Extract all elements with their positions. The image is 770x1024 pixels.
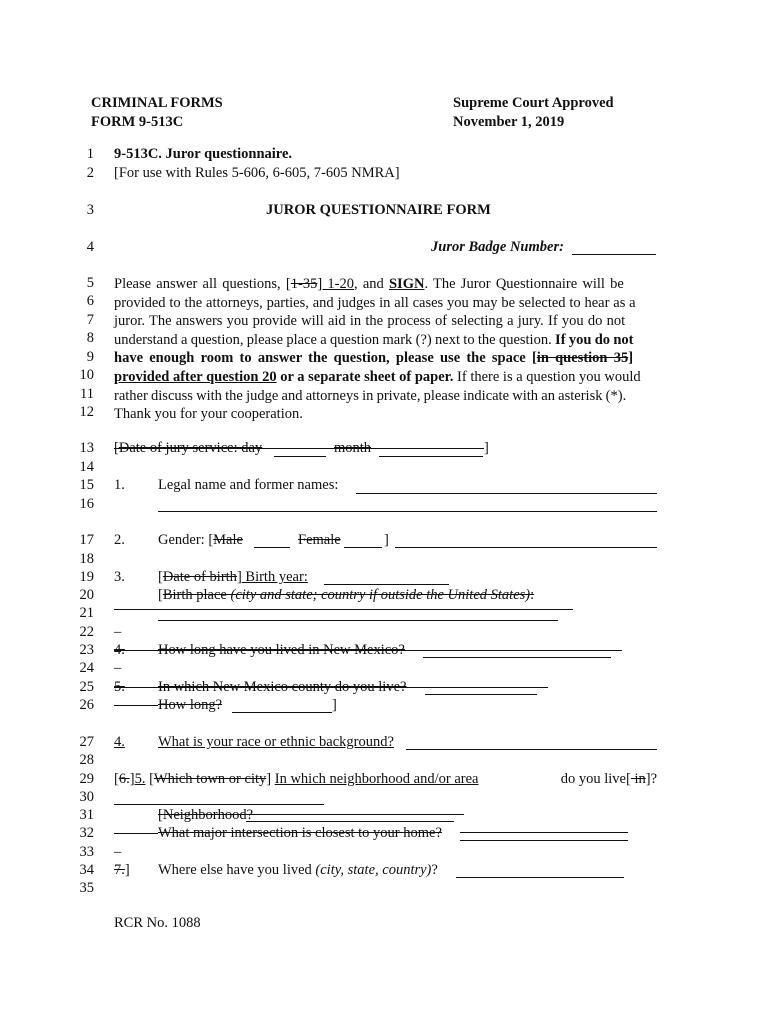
badge-number-label: Juror Badge Number: bbox=[431, 239, 564, 255]
form-category: CRIMINAL FORMS bbox=[91, 95, 223, 111]
line-number: 2 bbox=[86, 165, 94, 181]
form-number: FORM 9-513C bbox=[91, 114, 184, 130]
line-number: 22 bbox=[79, 624, 94, 640]
line-number: 35 bbox=[79, 880, 94, 896]
line-number: 17 bbox=[79, 532, 94, 548]
line-number: 15 bbox=[79, 477, 94, 493]
birth-year-field[interactable] bbox=[324, 584, 449, 585]
dash-mark: – bbox=[114, 660, 122, 676]
approval-date: November 1, 2019 bbox=[453, 114, 565, 130]
line-number: 31 bbox=[79, 807, 94, 823]
line-number: 29 bbox=[79, 771, 94, 787]
birthplace-field-struck bbox=[114, 609, 573, 610]
line-number: 14 bbox=[79, 459, 94, 475]
q4-number: 4. bbox=[114, 734, 125, 750]
line-number: 18 bbox=[79, 551, 94, 567]
q7-number: 7.] bbox=[114, 862, 130, 878]
date-strike-line bbox=[114, 448, 484, 449]
legal-name-field-2[interactable] bbox=[158, 511, 657, 512]
intersection-field bbox=[460, 832, 628, 833]
q3-number: 3. bbox=[114, 569, 125, 585]
q5-tail: do you live[ in]? bbox=[560, 771, 657, 787]
line-number: 25 bbox=[79, 679, 94, 695]
line-number: 8 bbox=[86, 330, 94, 346]
q2-label: Gender: [Male bbox=[158, 532, 243, 548]
q1-label: Legal name and former names: bbox=[158, 477, 339, 493]
date-bracket: ] bbox=[484, 440, 489, 456]
line-number: 11 bbox=[80, 386, 94, 402]
line-number: 12 bbox=[79, 404, 94, 420]
old-q4-label: How long have you lived in New Mexico? bbox=[158, 642, 405, 658]
line-number: 13 bbox=[79, 440, 94, 456]
old-q4-strike-line bbox=[114, 650, 622, 651]
line-number: 30 bbox=[79, 789, 94, 805]
line-number: 24 bbox=[79, 660, 94, 676]
q3-label: [Date of birth] Birth year: bbox=[158, 569, 308, 585]
line-number: 3 bbox=[86, 202, 94, 218]
intersection-strike bbox=[114, 833, 158, 834]
service-month-label: month bbox=[334, 440, 372, 456]
old-q5-bracket: ] bbox=[332, 697, 337, 713]
rule-heading: 9-513C. Juror questionnaire. bbox=[114, 146, 293, 162]
line-number: 33 bbox=[79, 844, 94, 860]
rcr-number: RCR No. 1088 bbox=[114, 915, 201, 931]
old-how-long-field bbox=[232, 712, 332, 713]
line-number: 1 bbox=[86, 146, 94, 162]
dash-mark: – bbox=[114, 624, 122, 640]
old-q5-strike-line bbox=[114, 687, 548, 688]
q4-label: What is your race or ethnic background? bbox=[158, 734, 394, 750]
old-q4-number: 4. bbox=[114, 642, 125, 658]
old-q5-field bbox=[425, 694, 537, 695]
birthplace-struck: [Birth place (city and state; country if outside the United States): bbox=[158, 587, 535, 603]
line-number: 28 bbox=[79, 752, 94, 768]
line-number: 4 bbox=[86, 239, 94, 255]
line-number: 10 bbox=[79, 367, 94, 383]
neighborhood-field-struck bbox=[158, 814, 464, 815]
neighborhood-field[interactable] bbox=[114, 804, 324, 805]
other-residence-field[interactable] bbox=[456, 877, 624, 878]
q1-number: 1. bbox=[114, 477, 125, 493]
gender-bracket: ] bbox=[384, 532, 389, 548]
service-day-field[interactable] bbox=[274, 456, 326, 457]
female-field-struck bbox=[344, 547, 382, 548]
line-number: 9 bbox=[86, 349, 94, 365]
line-number: 21 bbox=[79, 605, 94, 621]
gender-field[interactable] bbox=[395, 547, 657, 548]
race-ethnicity-field[interactable] bbox=[406, 749, 657, 750]
line-number: 27 bbox=[79, 734, 94, 750]
neighborhood-struck: [Neighborhood? bbox=[158, 807, 254, 823]
badge-number-field[interactable] bbox=[572, 254, 656, 255]
line-number: 34 bbox=[79, 862, 94, 878]
page-title: JUROR QUESTIONNAIRE FORM bbox=[266, 202, 491, 218]
line-number: 23 bbox=[79, 642, 94, 658]
approval-label: Supreme Court Approved bbox=[453, 95, 614, 111]
dash-mark: – bbox=[114, 844, 122, 860]
old-how-long-label: How long? bbox=[158, 697, 223, 713]
rule-subheading: [For use with Rules 5-606, 6-605, 7-605 NMRA] bbox=[114, 165, 400, 181]
birthplace-field-2 bbox=[158, 620, 558, 621]
intersection-field-2 bbox=[460, 840, 628, 841]
q5-row: [6.]5. [Which town or city] In which neighborhood and/or area bbox=[114, 771, 479, 787]
neighborhood-field-2 bbox=[246, 821, 454, 822]
service-month-field[interactable] bbox=[379, 456, 483, 457]
line-number: 7 bbox=[86, 312, 94, 328]
line-number: 20 bbox=[79, 587, 94, 603]
line-number: 16 bbox=[79, 496, 94, 512]
line-number: 19 bbox=[79, 569, 94, 585]
old-q5-number: 5. bbox=[114, 679, 125, 695]
line-number: 5 bbox=[86, 275, 94, 291]
q2-number: 2. bbox=[114, 532, 125, 548]
intersection-label: What major intersection is closest to your home? bbox=[158, 825, 442, 841]
date-of-service-struck: [Date of jury service: day bbox=[114, 440, 263, 456]
sign-emphasis: SIGN bbox=[388, 276, 425, 292]
legal-name-field[interactable] bbox=[356, 493, 657, 494]
q7-label: Where else have you lived (city, state, country)? bbox=[158, 862, 438, 878]
instructions: Please answer all questions, [1-35] 1-20, and SIGN. The Juror Questionnaire will be provided to the attorneys, parties, and judges in all cases you may be selected to hear as a juror. The answers you provide will aid in the process of selecting a jury. If you do not understand a question, please place a question mark (?) next to the question. If you do not have enough room to answer the question, please use the space [in question 35] provided after question 20 or a separate sheet of paper. If there is a question you would rather discuss with the judge and attorneys in private, please indicate with an asterisk (*). Thank you for your cooperation. bbox=[114, 276, 641, 423]
line-number: 32 bbox=[79, 825, 94, 841]
old-q5-label: In which New Mexico county do you live? bbox=[158, 679, 407, 695]
line-number: 26 bbox=[79, 697, 94, 713]
old-q4-field bbox=[423, 657, 611, 658]
old-how-long-strike bbox=[114, 705, 158, 706]
line-number: 6 bbox=[86, 293, 94, 309]
female-label: Female bbox=[298, 532, 341, 548]
male-field-struck bbox=[254, 547, 290, 548]
